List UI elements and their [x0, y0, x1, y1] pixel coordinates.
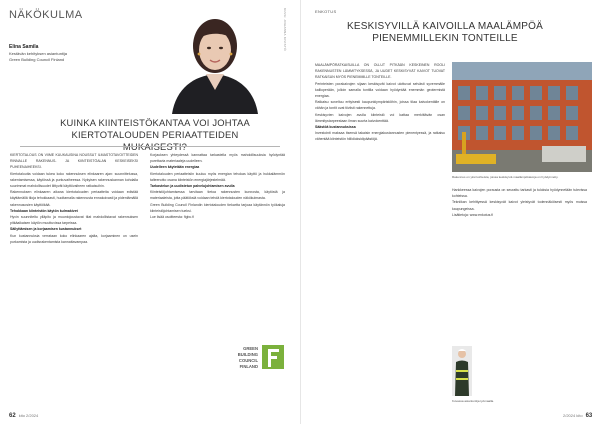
photo-caption: Rakennus on yksi kohteista, joissa keskisyviä maalämpökaivoja on hyödynnetty. — [452, 175, 559, 179]
folio-text: 2/2024 kito — [563, 413, 583, 418]
article-headline: KESKISYVILLÄ KAIVOILLA MAALÄMPÖÄ PIENEMMILLEKIN TONTEILLE — [347, 21, 543, 44]
paragraph: Keskisyvien kaivojen avulla kiinteistö voi kattaa merkittävän osan lämmitystarpeestaan ilman suurta kaivokenttää. — [315, 112, 445, 123]
paragraph: Kiertotalouden periaatteisiin kuuluu myös energian tehokas käyttö ja hukkalämmön talteenotto osana kiinteistön energiajärjestelmää. — [150, 171, 285, 182]
photo-credit: KUVA: JOHANNA KIVISTÖ — [283, 8, 287, 51]
section-kicker: ENKOTUS — [315, 9, 337, 14]
paragraph: Lisätietoja: www.enkotus.fi — [452, 212, 494, 217]
paragraph: MAALÄMPÖRATKAISUILLA ON OLLUT PITKÄÄN KESKEINEN ROOLI RAKENNUSTEN LÄMMITYKSESSÄ, JA UUDET KESKISYVÄT KAIVOT TUOVAT RATKAISUN MYÖS PIENEMMILLE TONTEILLE. — [315, 63, 445, 80]
page-number: 62 — [9, 413, 16, 419]
right-page — [300, 0, 600, 424]
paragraph: Kiertotaloutta voidaan tukea koko rakennuksen elinkaaren ajan: suunnittelussa, rakentamisessa, käytössä ja purkuvaiheessa. Nykyisen rakennuskannan kohdalla suurimmat mahdollisuudet liittyvät käyttövaiheen ratkaisuihin. — [10, 171, 138, 189]
subheading: Säilyttämisen ja korjaamisen kustannukset — [10, 227, 82, 232]
headline-divider — [20, 146, 280, 147]
article-headline: KUINKA KIINTEISTÖKANTAA VOI JOHTAA KIERTOTALOUDEN PERIAATTEIDEN — [60, 117, 250, 140]
section-kicker: NÄKÖKULMA — [9, 9, 83, 21]
paragraph: Kun kustannuksia verrataan koko elinkaaren ajalta, korjaaminen on usein purkamista ja uudisrakentamista kannattavampaa. — [10, 233, 138, 244]
subheading: Tehokkaan kiinteistön käytön kulmakivet — [10, 208, 78, 213]
folio-text: kito 2/2024 — [18, 413, 39, 418]
text-column-2 — [452, 187, 587, 337]
subheading: Säästöä kustannuksissa — [315, 125, 356, 130]
paragraph: Hyvin suunniteltu ylläpito ja muuntojoustavat tilat mahdollistavat rakennuksen pitkäaikaisen käytön muuttuvissa tarpeissa. — [10, 215, 138, 226]
paragraph: Ratkaisu soveltuu erityisesti kaupunkiympäristöihin, joissa tilaa kaivokentälle on vähän ja tontit ovat tiiviisti rakennettuja. — [315, 100, 445, 111]
paragraph: Hankkeessa kaivojen porausta on seurattu tarkasti ja tuloksia hyödynnetään tulevissa kohteissa. — [452, 188, 587, 199]
page-folio — [9, 413, 38, 419]
paragraph: Perinteisten porakaivojen sijaan keskisyvät kaivot ulottuvat selvästi syvemmälle kallioperään, jolloin samalla tontilla voidaan hyödyntää enemmän geotermistä energiaa. — [315, 81, 445, 99]
person-caption: Kuvassa asiantuntija työmaalla. — [452, 399, 495, 403]
subheading: Uudelleen käytetään energiaa — [150, 165, 200, 170]
author-role — [9, 51, 99, 63]
logo-line: GREEN — [243, 346, 258, 351]
person-photo — [452, 346, 472, 396]
text-column-1 — [315, 62, 445, 412]
gbc-finland-logo — [228, 343, 286, 371]
logo-line: BUILDING — [237, 352, 258, 357]
paragraph: Tekniikan kehittyessä keskisyvät kaivot yleistyvät todennäköisesti myös muissa kaupungeissa. — [452, 200, 587, 211]
author-name: Elina Samila — [9, 44, 39, 50]
logo-line: FINLAND — [239, 364, 258, 369]
paragraph: Green Building Council Finlandin kiertotalouden tiekartta tarjoaa käytännön työkaluja kiinteistöjohtamisen tueksi. — [150, 202, 285, 213]
paragraph: KIERTOTALOUS ON VIIME KUUKAUSINA NOUSSUT ILMASTOTAVOITTEIDEN RINNALLE RAKENNUS- JA KIINTEISTÖALAN KESKEISEKSI PUHEENAIHEEKSI. — [10, 153, 138, 170]
paragraph: Lue lisää osoitteesta: figbc.fi — [150, 215, 194, 220]
paragraph: Rakennuksen elinkaaren aikana kiertotalouden periaatteita voidaan edistää käyttämällä tiloja tehokkaasti, huoltamalla rakennusta ennakoivasti ja pidentämällä rakennusosien käyttöikää. — [10, 190, 138, 207]
paragraph: Kiinteistöjohtamisessa tarvitaan tietoa rakennusten kunnosta, käytöstä ja materiaaleista, jotta päätöksiä voidaan tehdä kiertotalouden näkökulmasta. — [150, 190, 285, 201]
subheading: Tarkastelun ja uudistetun palvelujohtamisen avulla — [150, 184, 235, 189]
author-role-line: Kestävän kehityksen asiantuntija — [9, 51, 68, 56]
building-photo — [452, 62, 592, 172]
text-column-1 — [10, 152, 138, 407]
page-number: 63 — [585, 413, 593, 419]
author-portrait — [160, 2, 270, 114]
paragraph: Investointi maksaa itsensä takaisin energiakustannusten pienentyessä, ja ratkaisu vähentää kiinteistön hiilidioksidipäästöjä. — [315, 131, 445, 142]
logo-line: COUNCIL — [238, 358, 258, 363]
author-role-line: Green Building Council Finland — [9, 57, 65, 62]
paragraph: Korjauksen yhteydessä kannattaa tarkastella myös mahdollisuuksia hyödyntää purettavia materiaaleja uudelleen. — [150, 153, 285, 164]
page-folio — [563, 413, 592, 419]
